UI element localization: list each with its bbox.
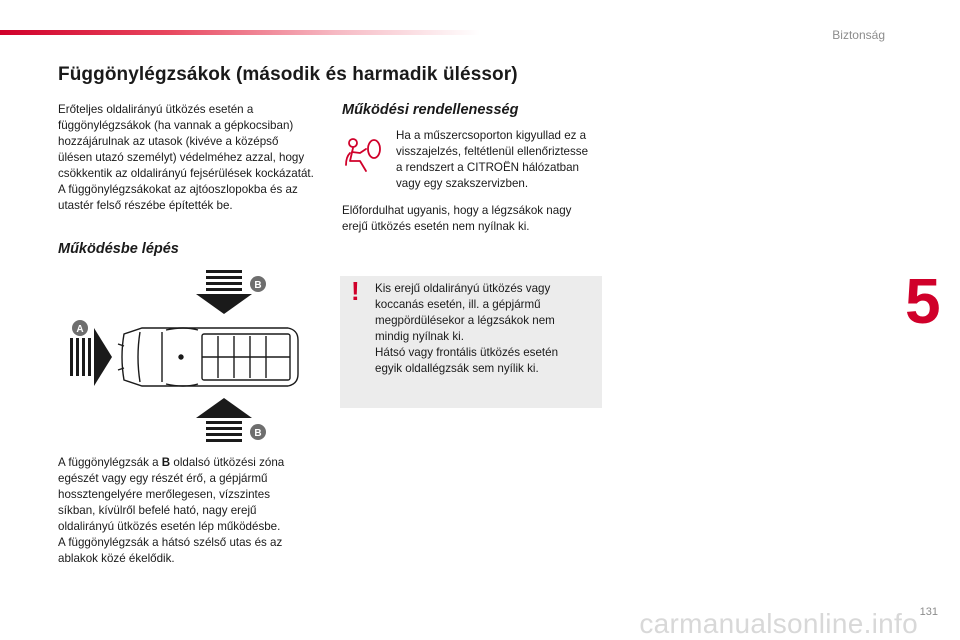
activation-line: A függönylégzsák a B oldalsó ütközési zóna <box>58 456 285 469</box>
intro-line: Erőteljes oldalirányú ütközés esetén a <box>58 103 254 116</box>
activation-heading: Működésbe lépés <box>58 241 179 257</box>
label-badge-a <box>72 320 88 336</box>
page-title: Függönylégzsákok (második és harmadik üléssor) <box>58 64 518 85</box>
section-label: Biztonság <box>832 28 885 42</box>
chapter-number: 5 <box>905 265 941 337</box>
note-line: erejű ütközés esetén nem nyílnak ki. <box>342 220 530 233</box>
intro-line: ülésen utazó személyt) védelméhez azzal, hogy <box>58 151 305 164</box>
intro-line: függönylégzsákok (ha vannak a gépkocsiban) <box>58 119 294 132</box>
van-top-view <box>118 328 298 386</box>
warning-light-line: a rendszert a CITROËN hálózatban <box>396 161 580 174</box>
intro-line: A függönylégzsákokat az ajtóoszlopokba és az <box>58 183 298 196</box>
activation-line: hossztengelyére merőlegesen, vízszintes <box>58 488 271 501</box>
svg-text:A: A <box>76 324 84 335</box>
intro-line: csökkentik az oldalirányú fejsérülések kockázatát. <box>58 167 314 180</box>
note-line: Előfordulhat ugyanis, hogy a légzsákok nagy <box>342 204 572 217</box>
header-accent-bar <box>0 30 480 35</box>
impact-arrow-bottom <box>196 398 252 442</box>
activation-line: A függönylégzsák a hátsó szélső utas és az <box>58 536 283 549</box>
impact-zone-figure <box>66 266 306 446</box>
label-badge-b-top <box>250 276 266 292</box>
impact-arrow-top <box>196 270 252 314</box>
warning-light-line: Ha a műszercsoporton kigyullad ez a <box>396 129 587 142</box>
intro-line: utastér felső részébe építették be. <box>58 199 233 212</box>
activation-line: ablakok közé ékelődik. <box>58 552 175 565</box>
warning-line: Kis erejű oldalirányú ütközés vagy <box>375 282 551 295</box>
warning-light-line: visszajelzés, feltétlenül ellenőriztesse <box>396 145 589 158</box>
label-badge-b-bottom <box>250 424 266 440</box>
warning-line: Hátsó vagy frontális ütközés esetén <box>375 346 559 359</box>
activation-line: síkban, kívülről befelé ható, nagy erejű <box>58 504 257 517</box>
warning-exclamation-icon: ! <box>351 276 360 306</box>
warning-line: koccanás esetén, ill. a gépjármű <box>375 298 541 311</box>
zone-b-ref: B <box>161 456 171 469</box>
intro-line: hozzájárulnak az utasok (kivéve a középső <box>58 135 279 148</box>
warning-line: egyik oldallégzsák sem nyílik ki. <box>375 362 539 375</box>
malfunction-heading: Működési rendellenesség <box>342 102 519 118</box>
activation-line: egészét vagy egy részét érő, a gépjármű <box>58 472 268 485</box>
watermark: carmanualsonline.info <box>639 608 918 639</box>
airbag-warning-icon <box>344 135 386 175</box>
warning-light-line: vagy egy szakszervizben. <box>396 177 529 190</box>
page-number: 131 <box>919 606 938 618</box>
impact-arrow-front <box>70 328 112 386</box>
warning-line: mindig nyílnak ki. <box>375 330 464 343</box>
svg-text:B: B <box>254 280 262 291</box>
warning-line: megpördülésekor a légzsákok nem <box>375 314 555 327</box>
svg-text:B: B <box>254 428 262 439</box>
activation-line: oldalirányú ütközés esetén lép működésbe. <box>58 520 281 533</box>
